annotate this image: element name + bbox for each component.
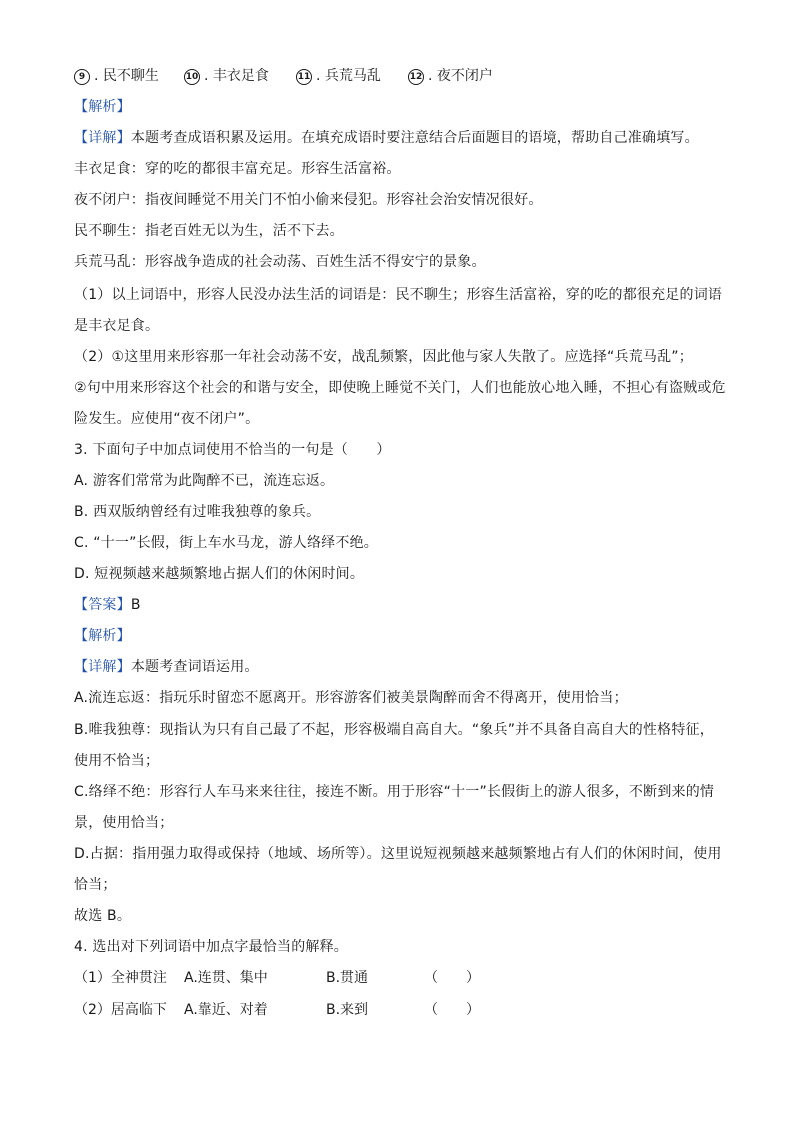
answer-item-10: 10 . 丰衣足食 (185, 68, 269, 84)
explanation-line: 使用不恰当； (74, 753, 160, 769)
question-3-option-d: D. 短视频越来越频繁地占据人们的休闲时间。 (74, 566, 365, 582)
question-3-option-b: B. 西双版纳曾经有过唯我独尊的象兵。 (74, 504, 321, 520)
explanation-line: 景，使用恰当； (74, 815, 174, 831)
conclusion-line: 故选 B。 (74, 908, 132, 924)
answer-blank: （ ） (424, 1002, 480, 1018)
question-3-option-a: A. 游客们常常为此陶醉不已，流连忘返。 (74, 473, 335, 489)
answer-line (74, 595, 724, 615)
answer-tag: 【答案】 (74, 597, 131, 613)
answer-item-11: 11 . 兵荒马乱 (297, 68, 381, 84)
analysis-heading: 【解析】 (74, 628, 131, 644)
explanation-line: 夜不闭户：指夜间睡觉不用关门不怕小偷来侵犯。形容社会治安情况很好。 (74, 192, 543, 208)
question-4-stem: 4. 选出对下列词语中加点字最恰当的解释。 (74, 939, 349, 955)
explanation-line: B.唯我独尊：现指认为只有自己最了不起，形容极端自高自大。“象兵”并不具备自高自大的性格特征， (74, 722, 714, 738)
question-3-stem: 3. 下面句子中加点词使用不恰当的一句是（ ） (74, 442, 391, 458)
explanation-line: （2）①这里用来形容那一年社会动荡不安，战乱频繁，因此他与家人失散了。应选择“兵荒马乱”； (74, 349, 693, 365)
circled-number: 9 (74, 69, 90, 85)
detail-tag: 【详解】 (74, 659, 131, 675)
explanation-line: A.流连忘返：指玩乐时留恋不愿离开。形容游客们被美景陶醉而舍不得离开，使用恰当； (74, 690, 628, 706)
answer-blank: （ ） (424, 970, 480, 986)
detail-paragraph: 【详解】本题考查成语积累及运用。在填充成语时要注意结合后面题目的语境，帮助自己准确填写。 (74, 130, 699, 146)
option-b: B.贯通 (326, 970, 369, 986)
explanation-line: 险发生。应使用“夜不闭户”。 (74, 411, 260, 427)
question-3-option-c: C. “十一”长假，街上车水马龙，游人络绎不绝。 (74, 535, 378, 551)
detail-tag: 【详解】 (74, 130, 131, 146)
answer-item-9: 9 . 民不聊生 (74, 66, 159, 86)
circled-number: 10 (184, 69, 200, 85)
circled-number: 12 (408, 69, 424, 85)
option-a: A.靠近、对着 (184, 1002, 268, 1018)
explanation-line: 是丰衣足食。 (74, 318, 160, 334)
item-label: （2）居高临下 (74, 1002, 167, 1018)
explanation-line: 民不聊生：指老百姓无以为生，活不下去。 (74, 223, 344, 239)
detail-paragraph: 【详解】本题考查词语运用。 (74, 659, 259, 675)
circled-number: 11 (296, 69, 312, 85)
explanation-line: 恰当； (74, 877, 117, 893)
item-label: （1）全神贯注 (74, 970, 167, 986)
option-b: B.来到 (326, 1002, 369, 1018)
explanation-line: C.络绎不绝：形容行人车马来来往往，接连不断。用于形容“十一”长假街上的游人很多，不断到来的情 (74, 784, 715, 800)
explanation-line: ②句中用来形容这个社会的和谐与安全，即使晚上睡觉不关门，人们也能放心地入睡，不担心有盗贼或危 (74, 380, 726, 396)
option-a: A.连贯、集中 (184, 970, 268, 986)
answer-value: B (130, 597, 141, 613)
explanation-line: D.占据：指用强力取得或保持（地域、场所等）。这里说短视频越来越频繁地占有人们的休闲时间，使用 (74, 846, 722, 862)
explanation-line: 丰衣足食：穿的吃的都很丰富充足。形容生活富裕。 (74, 161, 401, 177)
explanation-line: 兵荒马乱：形容战争造成的社会动荡、百姓生活不得安宁的景象。 (74, 254, 486, 270)
answer-item-12: 12 . 夜不闭户 (409, 68, 493, 84)
analysis-heading: 【解析】 (74, 99, 131, 115)
explanation-line: （1）以上词语中，形容人民没办法生活的词语是：民不聊生；形容生活富裕，穿的吃的都很充足的词语 (74, 287, 723, 303)
